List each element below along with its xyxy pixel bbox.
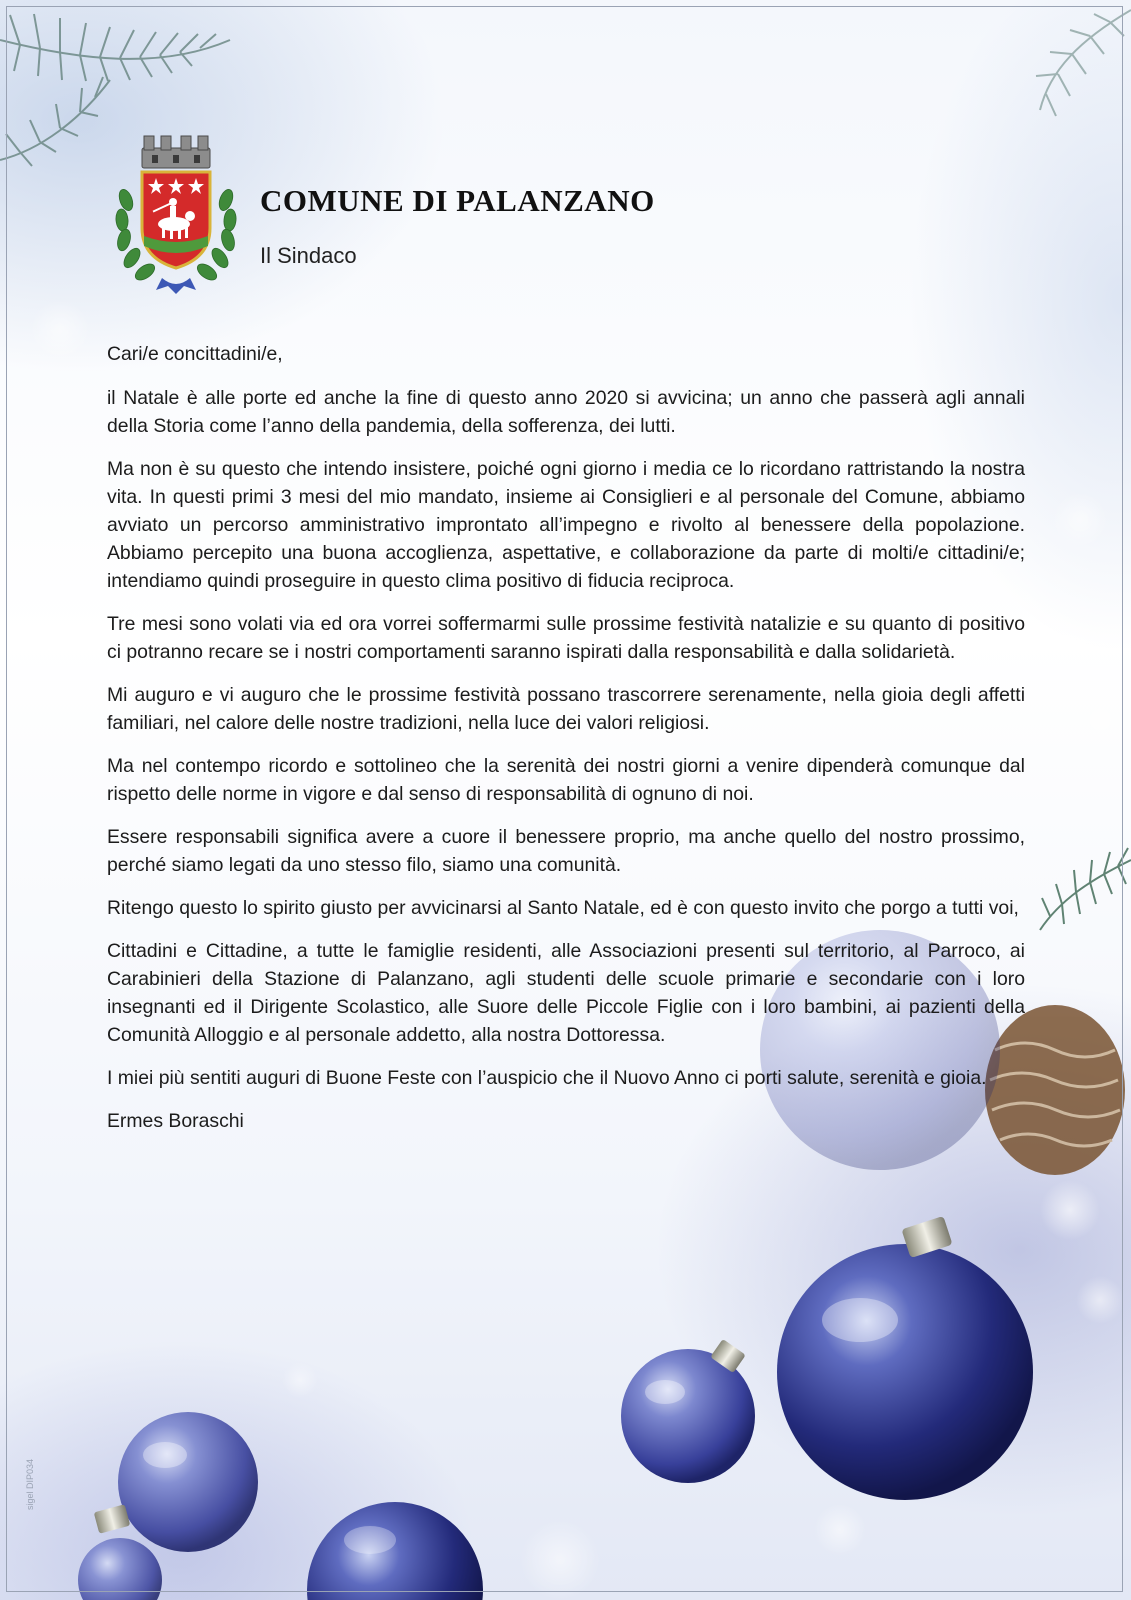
letter-paragraph: I miei più sentiti auguri di Buone Feste con l’auspicio che il Nuovo Anno ci porti salute, serenità e gioia.: [107, 1067, 987, 1089]
coat-of-arms-emblem: [112, 128, 240, 298]
letter-paragraph: il Natale è alle porte ed anche la fine di questo anno 2020 si avvicina; un anno che passerà agli annali della Storia come l’anno della pandemia, della sofferenza, dei lutti.: [107, 387, 1025, 437]
letter-paragraph: Mi auguro e vi auguro che le prossime festività possano trascorrere serenamente, nella gioia degli affetti familiari, nel calore delle nostre tradizioni, nella luce dei valori religiosi.: [107, 684, 1025, 734]
letter-body: [107, 340, 1025, 1150]
letter-salutation: Cari/e concittadini/e,: [107, 343, 283, 365]
letter-paragraph: Essere responsabili significa avere a cuore il benessere proprio, ma anche quello del nostro prossimo, perché siamo legati da uno stesso filo, siamo una comunità.: [107, 826, 1025, 876]
letter-paragraph: Ma non è su questo che intendo insistere, poiché ogni giorno i media ce lo ricordano rattristando la nostra vita. In questi primi 3 mesi del mio mandato, insieme ai Consiglieri e al personale del Comune, abbiamo avviato un percorso amministrativo improntato all’impegno e rivolto al benessere della popolazione. Abbiamo percepito una buona accoglienza, aspettative, e collaborazione da parte di molti/e cittadini/e; intendiamo quindi proseguire in questo clima positivo di fiducia reciproca.: [107, 458, 1025, 592]
letter-paragraph: Tre mesi sono volati via ed ora vorrei soffermarmi sulle prossime festività natalizie e su quanto di positivo ci potranno recare se i nostri comportamenti saranno ispirati dalla responsabilità e dalla solidarietà.: [107, 613, 1025, 663]
letter-paragraph: Ma nel contempo ricordo e sottolineo che la serenità dei nostri giorni a venire dipenderà comunque dal rispetto delle norme in vigore e dal senso di responsabilità di ognuno di noi.: [107, 755, 1025, 805]
letter-signature: Ermes Boraschi: [107, 1110, 244, 1132]
print-reference-code: sigel DIP034: [25, 1458, 35, 1510]
letter-paragraph: Ritengo questo lo spirito giusto per avvicinarsi al Santo Natale, ed è con questo invito che porgo a tutti voi,: [107, 897, 1019, 919]
letter-paragraph: Cittadini e Cittadine, a tutte le famiglie residenti, alle Associazioni presenti sul territorio, al Parroco, ai Carabinieri della Stazione di Palanzano, agli studenti delle scuole primarie e secondarie con i loro insegnanti ed il Dirigente Scolastico, alle Suore delle Piccole Figlie con i loro bambini, ai pazienti della Comunità Alloggio e al personale addetto, alla nostra Dottoressa.: [107, 940, 1025, 1046]
organization-title: COMUNE DI PALANZANO: [260, 183, 655, 218]
mayor-role-label: Il Sindaco: [260, 243, 357, 268]
